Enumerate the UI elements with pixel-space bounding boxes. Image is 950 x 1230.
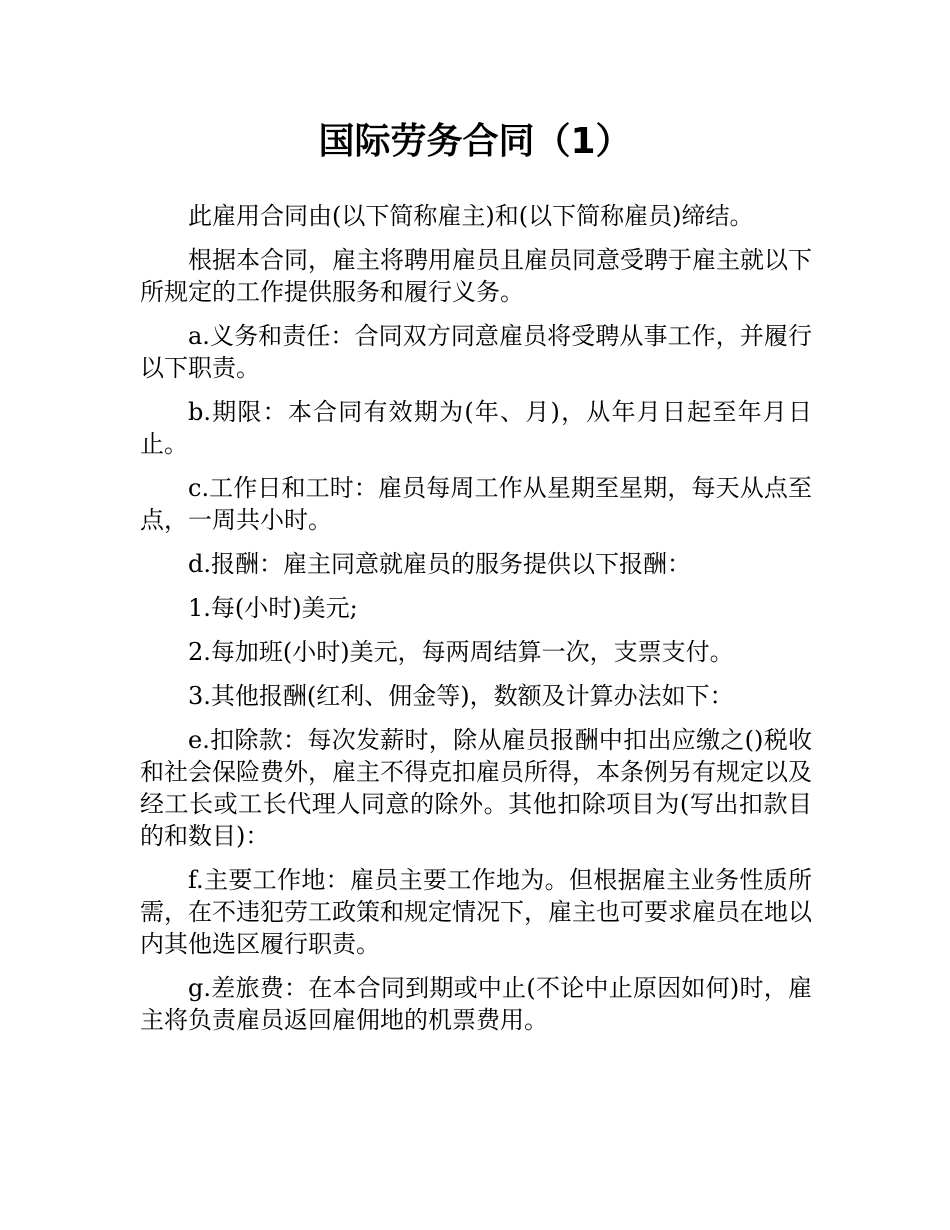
clause-a-duties: a.义务和责任：合同双方同意雇员将受聘从事工作，并履行以下职责。 bbox=[140, 322, 812, 382]
pay-item-2: 2.每加班(小时)美元，每两周结算一次，支票支付。 bbox=[188, 638, 734, 666]
pay-item-3: 3.其他报酬(红利、佣金等)，数额及计算办法如下： bbox=[188, 682, 734, 710]
clause-g-travel: g.差旅费：在本合同到期或中止(不论中止原因如何)时，雇主将负责雇员返回雇佣地的机票费用。 bbox=[140, 974, 812, 1034]
clause-d-pay: d.报酬：雇主同意就雇员的服务提供以下报酬： bbox=[188, 550, 691, 578]
document-title: 国际劳务合同（1） bbox=[318, 121, 632, 162]
pay-item-1: 1.每(小时)美元; bbox=[188, 594, 358, 622]
clause-b-term: b.期限：本合同有效期为(年、月)，从年月日起至年月日止。 bbox=[140, 398, 812, 458]
paragraph-intro: 此雇用合同由(以下简称雇主)和(以下简称雇员)缔结。 bbox=[188, 202, 754, 230]
clause-f-workplace: f.主要工作地：雇员主要工作地为。但根据雇主业务性质所需，在不违犯劳工政策和规定情况下，雇主也可要求雇员在地以内其他选区履行职责。 bbox=[140, 866, 812, 958]
clause-e-deductions: e.扣除款：每次发薪时，除从雇员报酬中扣出应缴之()税收和社会保险费外，雇主不得克扣雇员所得，本条例另有规定以及经工长或工长代理人同意的除外。其他扣除项目为(写出扣款目的和数目)： bbox=[140, 726, 812, 850]
document-body bbox=[140, 200, 812, 1048]
clause-c-hours: c.工作日和工时：雇员每周工作从星期至星期，每天从点至点，一周共小时。 bbox=[140, 474, 812, 534]
paragraph-agreement: 根据本合同，雇主将聘用雇员且雇员同意受聘于雇主就以下所规定的工作提供服务和履行义务。 bbox=[140, 246, 812, 306]
